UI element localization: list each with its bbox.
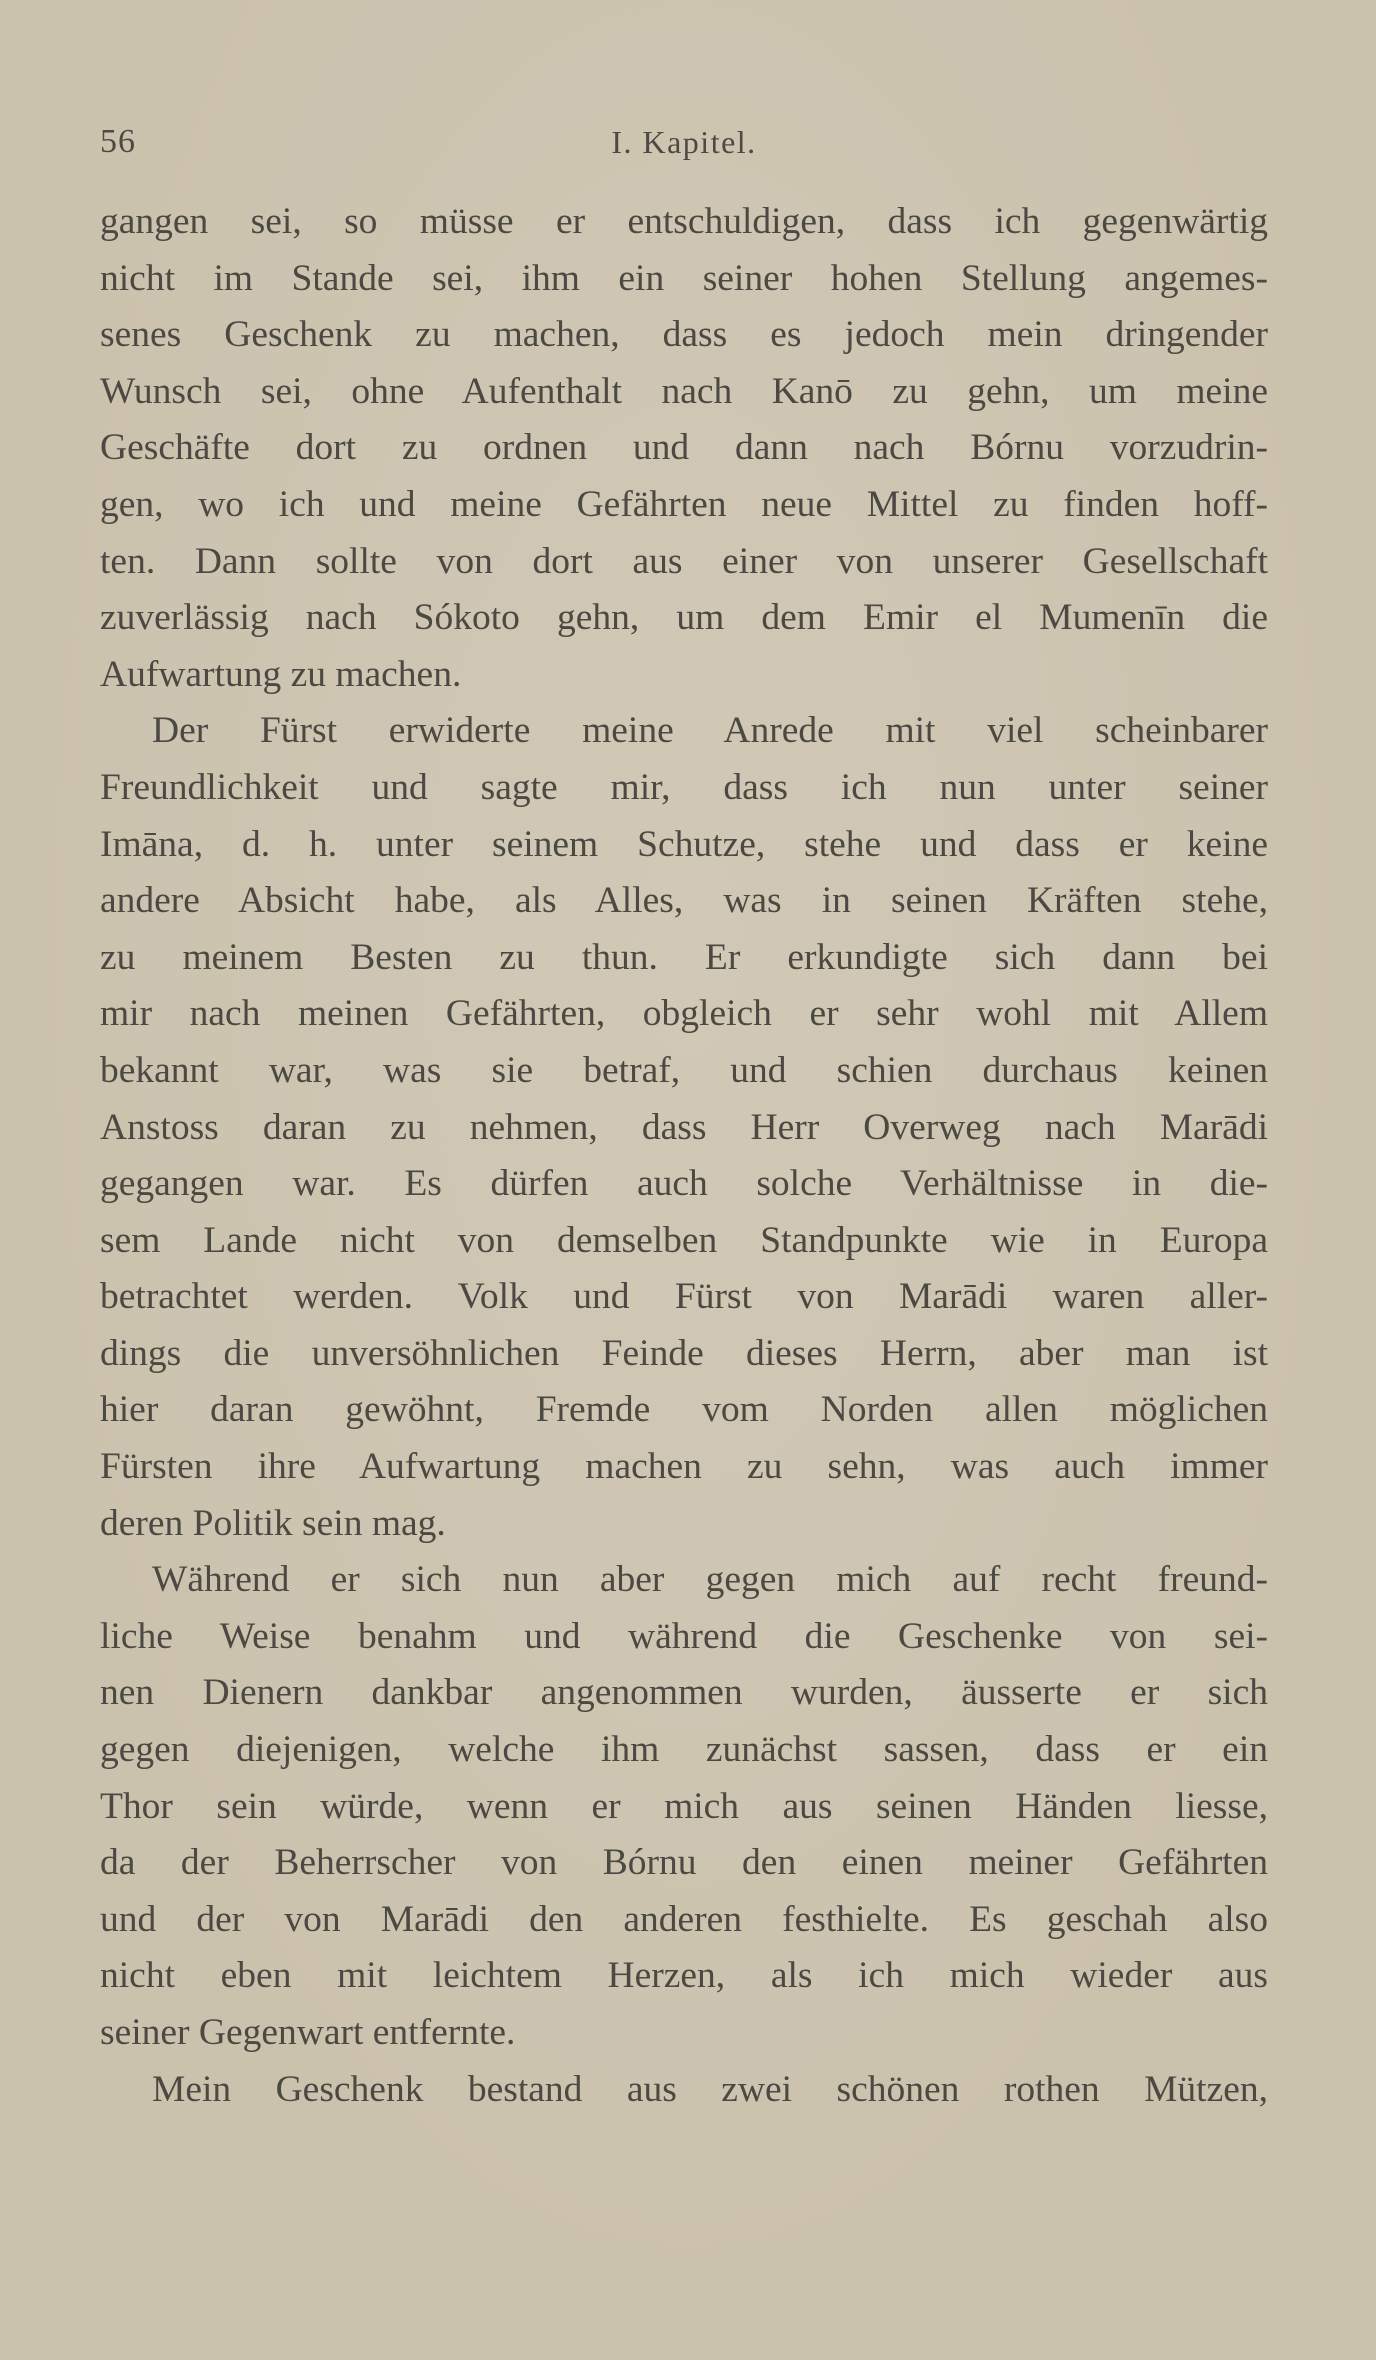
text-line: Thor sein würde, wenn er mich aus seinen Händen liesse, [100, 1785, 1268, 1827]
text-line: Wunsch sei, ohne Aufenthalt nach Kanō zu gehn, um meine [100, 370, 1268, 412]
text-line: gangen sei, so müsse er entschuldigen, dass ich gegenwärtig [100, 201, 1268, 242]
text-line: bekannt war, was sie betraf, und schien durchaus keinen [100, 1049, 1268, 1091]
text-line: deren Politik sein mag. [100, 1502, 446, 1544]
text-line: Der Fürst erwiderte meine Anrede mit viel scheinbarer [152, 710, 1268, 752]
text-line: Mein Geschenk bestand aus zwei schönen rothen Mützen, [152, 2068, 1268, 2110]
text-line: ten. Dann sollte von dort aus einer von unserer Gesellschaft [100, 540, 1268, 582]
page-header [100, 118, 1268, 166]
text-line: zuverlässig nach Sókoto gehn, um dem Emir el Mumenīn die [100, 597, 1268, 639]
text-line: Während er sich nun aber gegen mich auf recht freund- [152, 1559, 1268, 1601]
text-line: betrachtet werden. Volk und Fürst von Marādi waren aller- [100, 1276, 1268, 1318]
text-line: Fürsten ihre Aufwartung machen zu sehn, was auch immer [100, 1446, 1268, 1488]
text-line: seiner Gegenwart entfernte. [100, 2012, 516, 2053]
text-line: Geschäfte dort zu ordnen und dann nach Bórnu vorzudrin- [100, 427, 1268, 469]
text-line: Imāna, d. h. unter seinem Schutze, stehe und dass er keine [100, 823, 1268, 865]
text-line: zu meinem Besten zu thun. Er erkundigte sich dann bei [100, 936, 1268, 978]
text-line: da der Beherrscher von Bórnu den einen meiner Gefährten [100, 1842, 1268, 1884]
text-line: liche Weise benahm und während die Geschenke von sei- [100, 1615, 1268, 1657]
text-line: Anstoss daran zu nehmen, dass Herr Overweg nach Marādi [100, 1106, 1268, 1148]
text-line: Freundlichkeit und sagte mir, dass ich nun unter seiner [100, 766, 1268, 808]
text-line: dings die unversöhnlichen Feinde dieses Herrn, aber man ist [100, 1332, 1268, 1374]
text-line: hier daran gewöhnt, Fremde vom Norden allen möglichen [100, 1389, 1268, 1431]
text-line: gegen diejenigen, welche ihm zunächst sassen, dass er ein [100, 1729, 1268, 1771]
text-line: senes Geschenk zu machen, dass es jedoch mein dringender [100, 314, 1268, 356]
text-line: gegangen war. Es dürfen auch solche Verhältnisse in die- [100, 1163, 1268, 1205]
text-line: Aufwartung zu machen. [100, 653, 462, 695]
running-head: I. Kapitel. [611, 124, 757, 160]
text-line: nen Dienern dankbar angenommen wurden, äusserte er sich [100, 1672, 1268, 1714]
body-text [100, 194, 1268, 2118]
text-line: nicht eben mit leichtem Herzen, als ich mich wieder aus [100, 1955, 1268, 1997]
page-number: 56 [100, 123, 136, 160]
text-line: nicht im Stande sei, ihm ein seiner hohen Stellung angemes- [100, 257, 1268, 299]
text-line: andere Absicht habe, als Alles, was in seinen Kräften stehe, [100, 880, 1268, 922]
text-line: gen, wo ich und meine Gefährten neue Mittel zu finden hoff- [100, 483, 1268, 525]
text-line: mir nach meinen Gefährten, obgleich er sehr wohl mit Allem [100, 993, 1268, 1035]
text-line: sem Lande nicht von demselben Standpunkte wie in Europa [100, 1219, 1268, 1261]
text-line: und der von Marādi den anderen festhielte. Es geschah also [100, 1898, 1268, 1940]
